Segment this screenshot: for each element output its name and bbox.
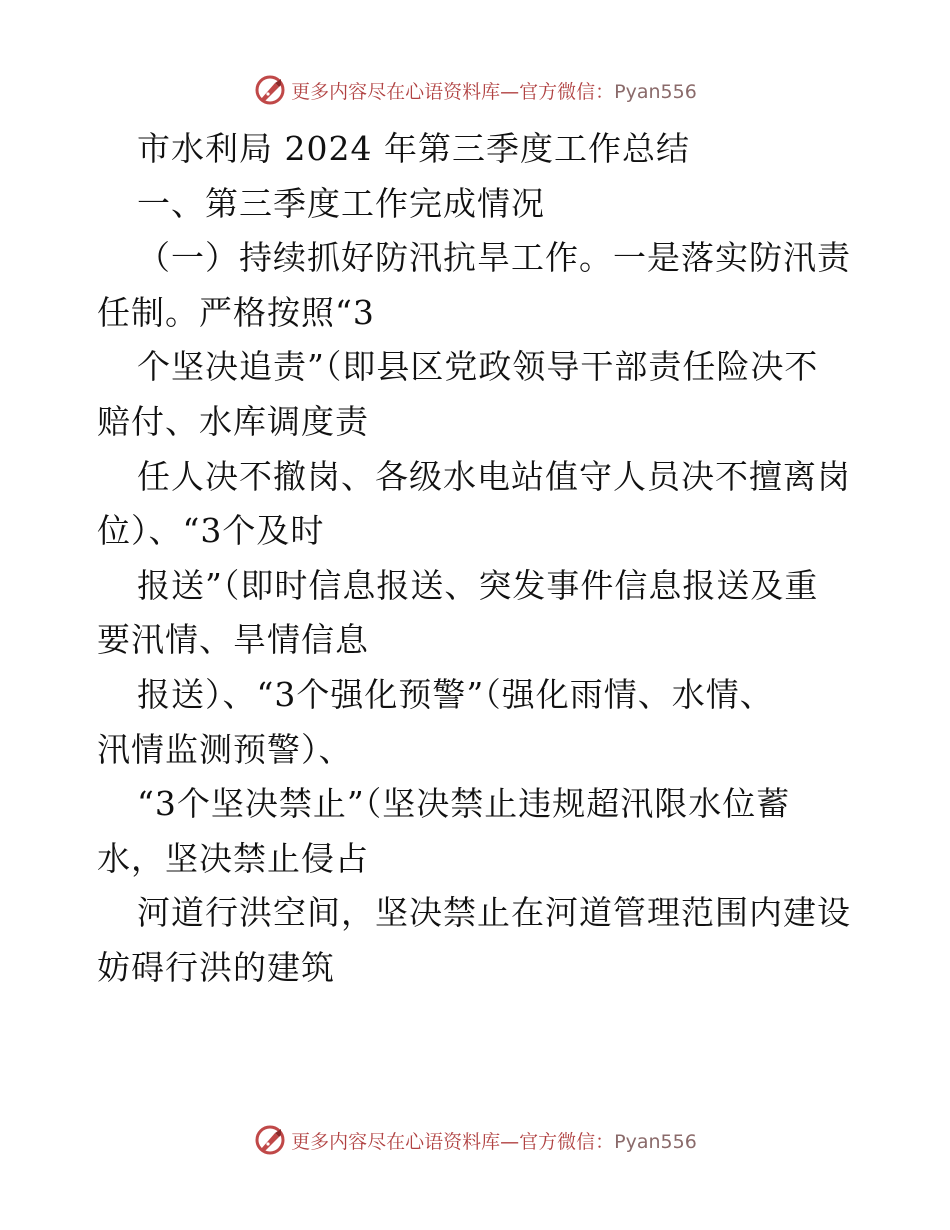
document-title: 市水利局 2024 年第三季度工作总结 <box>137 129 690 168</box>
watermark-text: 更多内容尽在心语资料库—官方微信：Pyan556 <box>291 80 697 103</box>
watermark-text: 更多内容尽在心语资料库—官方微信：Pyan556 <box>291 1130 697 1153</box>
paragraph-line: 任制。严格按照“3 <box>97 292 375 332</box>
paragraph-line: 报送）、“3个强化预警”（强化雨情、水情、 <box>137 674 774 714</box>
paragraph-line: （一）持续抓好防汛抗旱工作。一是落实防汛责 <box>137 238 851 278</box>
paragraph-line: 汛情监测预警）、 <box>97 729 353 769</box>
paragraph-line: 河道行洪空间，坚决禁止在河道管理范围内建设 <box>137 893 851 933</box>
paragraph-line: 报送”（即时信息报送、突发事件信息报送及重 <box>137 565 819 605</box>
paragraph-line: 任人决不撤岗、各级水电站值守人员决不擅离岗 <box>137 456 851 496</box>
document-body <box>97 122 857 996</box>
pen-nib-logo-icon <box>253 1123 287 1157</box>
paragraph-line: 要汛情、旱情信息 <box>97 620 369 660</box>
paragraph-line: “3个坚决禁止”（坚决禁止违规超汛限水位蓄 <box>137 784 791 824</box>
wechat-id: Pyan556 <box>614 80 697 103</box>
footer-watermark-banner <box>0 1120 950 1160</box>
pen-nib-logo-icon <box>253 73 287 107</box>
header-watermark-banner <box>0 70 950 110</box>
section-heading: 一、第三季度工作完成情况 <box>137 183 545 223</box>
paragraph-line: 个坚决追责”（即县区党政领导干部责任险决不 <box>137 347 819 387</box>
paragraph-line: 赔付、水库调度责 <box>97 401 369 441</box>
paragraph-line: 妨碍行洪的建筑 <box>97 947 335 987</box>
paragraph-line: 水，坚决禁止侵占 <box>97 838 369 878</box>
wechat-id: Pyan556 <box>614 1130 697 1153</box>
paragraph-line: 位）、“3个及时 <box>97 511 325 551</box>
